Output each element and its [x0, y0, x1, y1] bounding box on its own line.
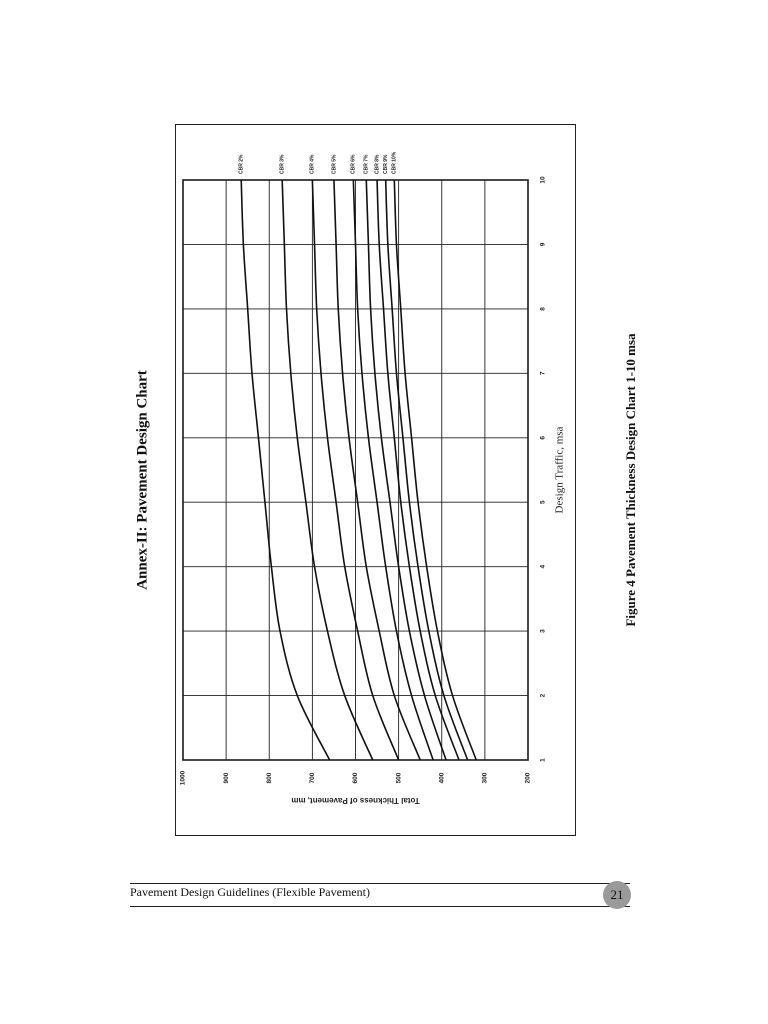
chart-labels: [180, 151, 566, 805]
x-axis-title: Design Traffic, msa: [553, 426, 566, 514]
page-heading: Annex-II: Pavement Design Chart: [134, 370, 151, 590]
series-label: CBR 9%: [383, 154, 390, 174]
x-tick-label: 3: [539, 629, 547, 633]
x-tick-label: 1: [539, 758, 547, 762]
series-line: [282, 180, 373, 760]
x-tick-label: 2: [539, 693, 547, 698]
series-label: CBR 7%: [363, 154, 370, 174]
y-tick-label: 900: [222, 772, 230, 784]
y-tick-label: 600: [352, 772, 360, 784]
chart-curves: [241, 180, 476, 760]
x-tick-label: 7: [539, 371, 547, 376]
page-number-badge: 21: [603, 881, 631, 909]
y-tick-label: 1000: [179, 770, 187, 786]
series-label: CBR 8%: [374, 154, 381, 174]
x-tick-label: 4: [539, 564, 547, 569]
series-line: [334, 180, 420, 760]
x-tick-label: 5: [539, 500, 547, 505]
series-label: CBR 4%: [309, 154, 316, 174]
y-tick-label: 500: [395, 772, 403, 784]
series-line: [353, 180, 433, 760]
y-axis-title: Total Thickness of Pavement, mm: [291, 795, 420, 805]
y-tick-label: 800: [265, 772, 273, 784]
y-tick-label: 200: [524, 772, 532, 784]
series-label: CBR 5%: [331, 154, 338, 174]
y-tick-label: 400: [438, 772, 446, 784]
x-tick-label: 8: [539, 307, 547, 311]
series-label: CBR 3%: [279, 154, 286, 174]
x-tick-label: 6: [539, 435, 547, 440]
series-label: CBR 2%: [238, 154, 245, 174]
y-tick-label: 300: [481, 772, 489, 784]
series-label: CBR 6%: [350, 154, 357, 174]
series-label: CBR 10%: [391, 151, 398, 174]
x-tick-label: 9: [539, 242, 547, 247]
y-tick-label: 700: [309, 772, 317, 784]
x-tick-label: 10: [539, 176, 547, 184]
footer-text: Pavement Design Guidelines (Flexible Pavement): [130, 885, 370, 899]
figure-caption: Figure 4 Pavement Thickness Design Chart 1-10 msa: [623, 333, 638, 627]
